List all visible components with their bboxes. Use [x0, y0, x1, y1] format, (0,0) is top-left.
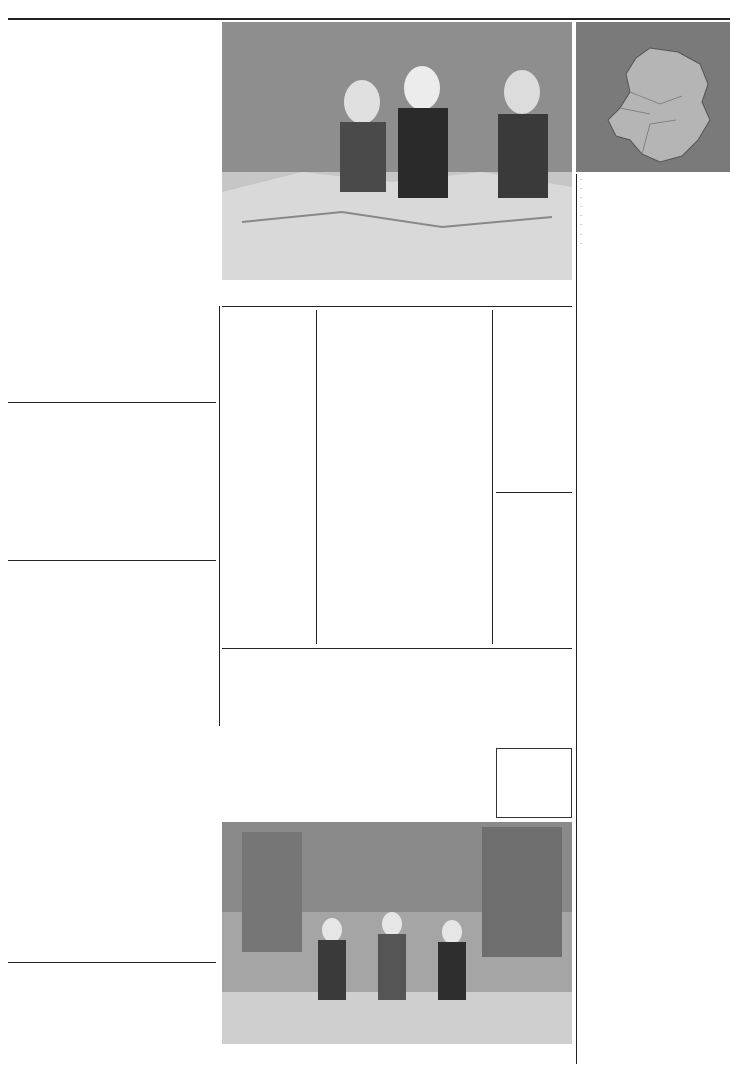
photo-museum: [222, 22, 572, 280]
dordt-headline: [8, 576, 218, 632]
sidebar-news: [580, 176, 730, 1064]
sidebar-item: –: [580, 203, 583, 209]
ad-speelgoed[interactable]: [496, 748, 572, 818]
sidebar-item: –: [580, 221, 583, 227]
sidebar-item: –: [580, 230, 583, 236]
main-headline: [8, 38, 218, 148]
photo-deventer: [222, 822, 572, 1044]
sidebar-item: –: [580, 239, 583, 245]
sidebar-item: –: [580, 194, 583, 200]
ministers-headline: [8, 406, 216, 422]
rijssen-headline: [496, 496, 574, 540]
sidebar-item: –: [580, 212, 583, 218]
netherlands-map-icon: [590, 44, 718, 166]
sidebar-item: –: [580, 185, 583, 191]
bavel-headline: [224, 309, 314, 359]
photo-people-illustration: [222, 22, 572, 280]
kamer-headline: [320, 322, 492, 368]
bejaarde-headline: [496, 309, 574, 339]
sidebar-item: –: [580, 176, 583, 181]
photo-medieval-illustration: [222, 822, 572, 1044]
regio-banner: [576, 22, 730, 172]
